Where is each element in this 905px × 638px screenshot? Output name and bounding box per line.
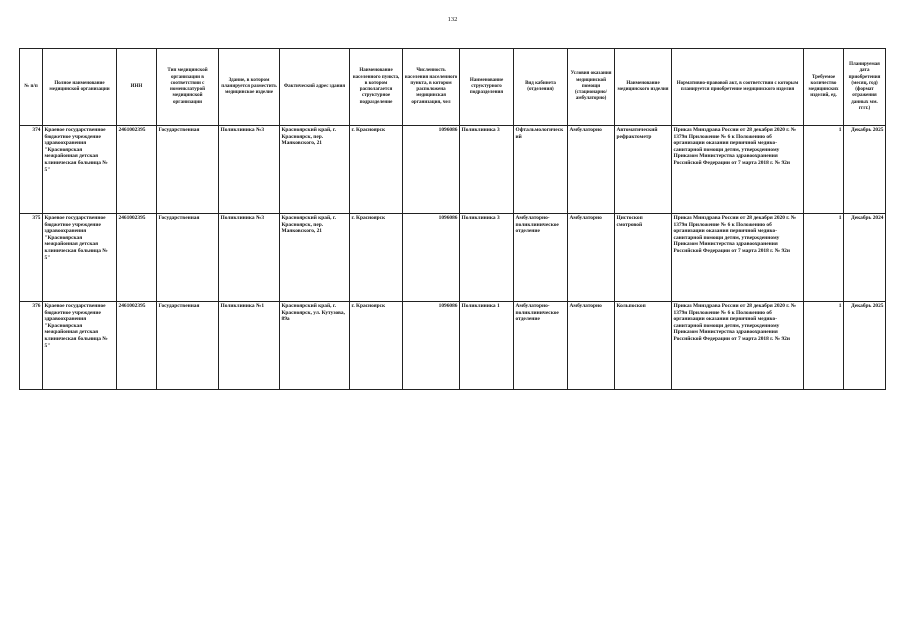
- cell-org: Краевое государственное бюджетное учреждение здравоохранения "Красноярская межрайонная детская клиническая больница № 5": [43, 214, 117, 302]
- header-population: Численность населения населенного пункта, в котором расположена медицинская организация, чел: [403, 49, 460, 126]
- cell-locality: г. Красноярск: [350, 214, 403, 302]
- cell-conditions: Амбулаторно: [568, 126, 615, 214]
- cell-cabinet: Амбулаторно-поликлиническое отделение: [514, 302, 568, 390]
- cell-date: Декабрь 2025: [844, 302, 886, 390]
- cell-locality: г. Красноярск: [350, 302, 403, 390]
- medical-device-table: [19, 48, 886, 390]
- cell-inn: 2461002395: [117, 214, 157, 302]
- cell-cabinet: Офтальмологический: [514, 126, 568, 214]
- cell-cabinet: Амбулаторно-поликлиническое отделение: [514, 214, 568, 302]
- cell-date: Декабрь 2024: [844, 214, 886, 302]
- cell-act: Приказ Минздрава России от 28 декабря 2020 г. № 1379н Приложение № 6 к Положению об организации оказания первичной медико-санитарной помощи детям, утвержденному Приказом Министерства здравоохранения Российской Федерации от 7 марта 2018 г. № 92н: [672, 214, 804, 302]
- header-inn: ИНН: [117, 49, 157, 126]
- cell-building: Поликлиника №1: [219, 302, 280, 390]
- cell-locality: г. Красноярск: [350, 126, 403, 214]
- table-row: [20, 214, 886, 302]
- cell-address: Красноярский край, г. Красноярск, ул. Кутузова, 89а: [280, 302, 350, 390]
- cell-act: Приказ Минздрава России от 28 декабря 2020 г. № 1379н Приложение № 6 к Положению об организации оказания первичной медико-санитарной помощи детям, утвержденному Приказом Министерства здравоохранения Российской Федерации от 7 марта 2018 г. № 92н: [672, 126, 804, 214]
- cell-inn: 2461002395: [117, 126, 157, 214]
- cell-conditions: Амбулаторно: [568, 214, 615, 302]
- cell-qty: 1: [804, 302, 844, 390]
- table-row: [20, 126, 886, 214]
- cell-building: Поликлиника №3: [219, 214, 280, 302]
- header-act: Нормативно-правовой акт, в соответствии с которым планируется приобретение медицинского изделия: [672, 49, 804, 126]
- header-date: Планируемая дата приобретения (месяц, год) (формат отражения данных мм. гггг.): [844, 49, 886, 126]
- cell-org: Краевое государственное бюджетное учреждение здравоохранения "Красноярская межрайонная детская клиническая больница № 5": [43, 126, 117, 214]
- header-cabinet: Вид кабинета (отделения): [514, 49, 568, 126]
- cell-device: Автоматический рефрактометр: [615, 126, 672, 214]
- cell-population: 1096086: [403, 302, 460, 390]
- table-body: [20, 126, 886, 390]
- cell-type: Государственная: [157, 302, 219, 390]
- header-row: [20, 49, 886, 126]
- cell-num: 374: [20, 126, 43, 214]
- cell-num: 375: [20, 214, 43, 302]
- header-address: Фактический адрес здания: [280, 49, 350, 126]
- cell-date: Декабрь 2025: [844, 126, 886, 214]
- table-row: [20, 302, 886, 390]
- header-locality: Наименование населенного пункта, в котором располагается структурное подразделение: [350, 49, 403, 126]
- cell-conditions: Амбулаторно: [568, 302, 615, 390]
- cell-act: Приказ Минздрава России от 28 декабря 2020 г. № 1379н Приложение № 6 к Положению об организации оказания первичной медико-санитарной помощи детям, утвержденному Приказом Министерства здравоохранения Российской Федерации от 7 марта 2018 г. № 92н: [672, 302, 804, 390]
- header-num: № п/п: [20, 49, 43, 126]
- header-conditions: Условия оказания медицинской помощи (стационарно/ амбулаторно): [568, 49, 615, 126]
- header-building: Здание, в котором планируется разместить медицинское изделие: [219, 49, 280, 126]
- cell-division: Поликлиника 3: [460, 126, 514, 214]
- page-number: 132: [447, 16, 458, 23]
- cell-type: Государственная: [157, 214, 219, 302]
- header-device: Наименование медицинского изделия: [615, 49, 672, 126]
- cell-building: Поликлиника №3: [219, 126, 280, 214]
- cell-device: Цистоскоп смотровой: [615, 214, 672, 302]
- cell-population: 1096086: [403, 126, 460, 214]
- cell-population: 1096086: [403, 214, 460, 302]
- cell-num: 376: [20, 302, 43, 390]
- cell-qty: 1: [804, 214, 844, 302]
- cell-type: Государственная: [157, 126, 219, 214]
- cell-division: Поликлиника 3: [460, 214, 514, 302]
- cell-inn: 2461002395: [117, 302, 157, 390]
- cell-division: Поликлиника 1: [460, 302, 514, 390]
- cell-address: Красноярский край, г. Красноярск, пер. Маяковского, 21: [280, 126, 350, 214]
- table-header: [20, 49, 886, 126]
- header-type: Тип медицинской организации в соответствии с номенклатурой медицинской организации: [157, 49, 219, 126]
- header-division: Наименование структурного подразделения: [460, 49, 514, 126]
- cell-address: Красноярский край, г. Красноярск, пер. Маяковского, 21: [280, 214, 350, 302]
- cell-qty: 1: [804, 126, 844, 214]
- cell-device: Кольпоскоп: [615, 302, 672, 390]
- header-org: Полное наименование медицинской организации: [43, 49, 117, 126]
- cell-org: Краевое государственное бюджетное учреждение здравоохранения "Красноярская межрайонная детская клиническая больница № 5": [43, 302, 117, 390]
- header-qty: Требуемое количество медицинских изделий, ед.: [804, 49, 844, 126]
